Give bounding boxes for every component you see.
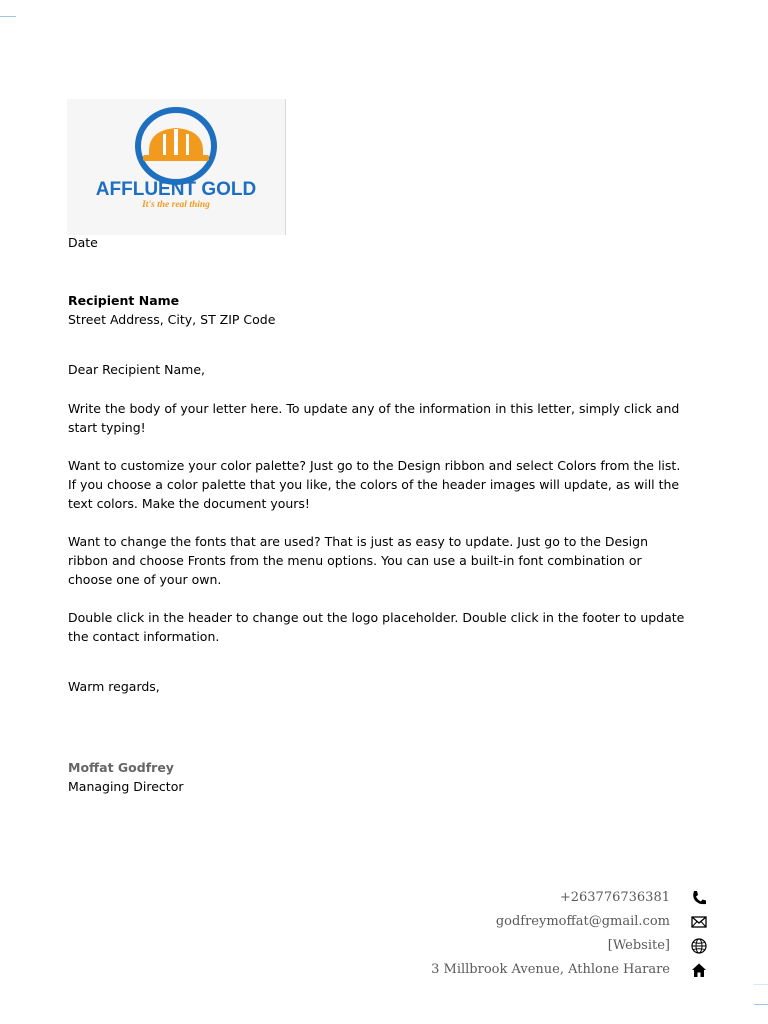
footer-email[interactable]: godfreymoffat@gmail.com — [495, 914, 670, 929]
recipient-address[interactable]: Street Address, City, ST ZIP Code — [68, 312, 276, 327]
footer-phone[interactable]: +263776736381 — [559, 890, 670, 905]
home-icon — [690, 961, 708, 979]
paragraph-line: choose one of your own. — [68, 572, 222, 587]
recipient-name[interactable]: Recipient Name — [68, 293, 180, 308]
page-corner-mark-bottom — [754, 1004, 768, 1005]
paragraph-line: If you choose a color palette that you like, the colors of the header images will update, as will the — [68, 477, 680, 492]
signer-title[interactable]: Managing Director — [68, 779, 184, 794]
footer-address[interactable]: 3 Millbrook Avenue, Athlone Harare — [431, 962, 670, 977]
signer-name[interactable]: Moffat Godfrey — [68, 760, 174, 775]
closing[interactable]: Warm regards, — [68, 679, 160, 694]
page-corner-mark-top — [0, 16, 16, 17]
paragraph-line: ribbon and choose Fronts from the menu options. You can use a built-in font combination or — [68, 553, 642, 568]
footer-website[interactable]: [Website] — [607, 938, 670, 953]
paragraph-line: text colors. Make the document yours! — [68, 496, 310, 511]
page-corner-mark-bottom-upper — [754, 984, 768, 985]
paragraph-line: Write the body of your letter here. To update any of the information in this letter, simply click and — [68, 401, 680, 416]
letter-date[interactable]: Date — [68, 235, 98, 250]
logo-brand-text: AFFLUENT GOLD — [95, 179, 257, 200]
hard-hat-brim — [143, 155, 209, 161]
salutation[interactable]: Dear Recipient Name, — [68, 362, 205, 377]
logo-graphic — [67, 99, 285, 235]
hard-hat-ridge-right — [186, 134, 189, 155]
paragraph-line: start typing! — [68, 420, 146, 435]
globe-icon — [690, 937, 708, 955]
envelope-icon — [690, 913, 708, 931]
company-logo[interactable] — [67, 99, 286, 235]
logo-tagline: It's the real thing — [142, 200, 210, 210]
phone-icon — [690, 889, 708, 907]
paragraph-line: Want to change the fonts that are used? That is just as easy to update. Just go to the Design — [68, 534, 649, 549]
hard-hat-ridge — [174, 129, 178, 155]
hard-hat-ridge-left — [163, 134, 166, 155]
paragraph-line: the contact information. — [68, 629, 220, 644]
paragraph-line: Double click in the header to change out the logo placeholder. Double click in the footer to update — [68, 610, 685, 625]
paragraph-line: Want to customize your color palette? Just go to the Design ribbon and select Colors from the list. — [68, 458, 681, 473]
